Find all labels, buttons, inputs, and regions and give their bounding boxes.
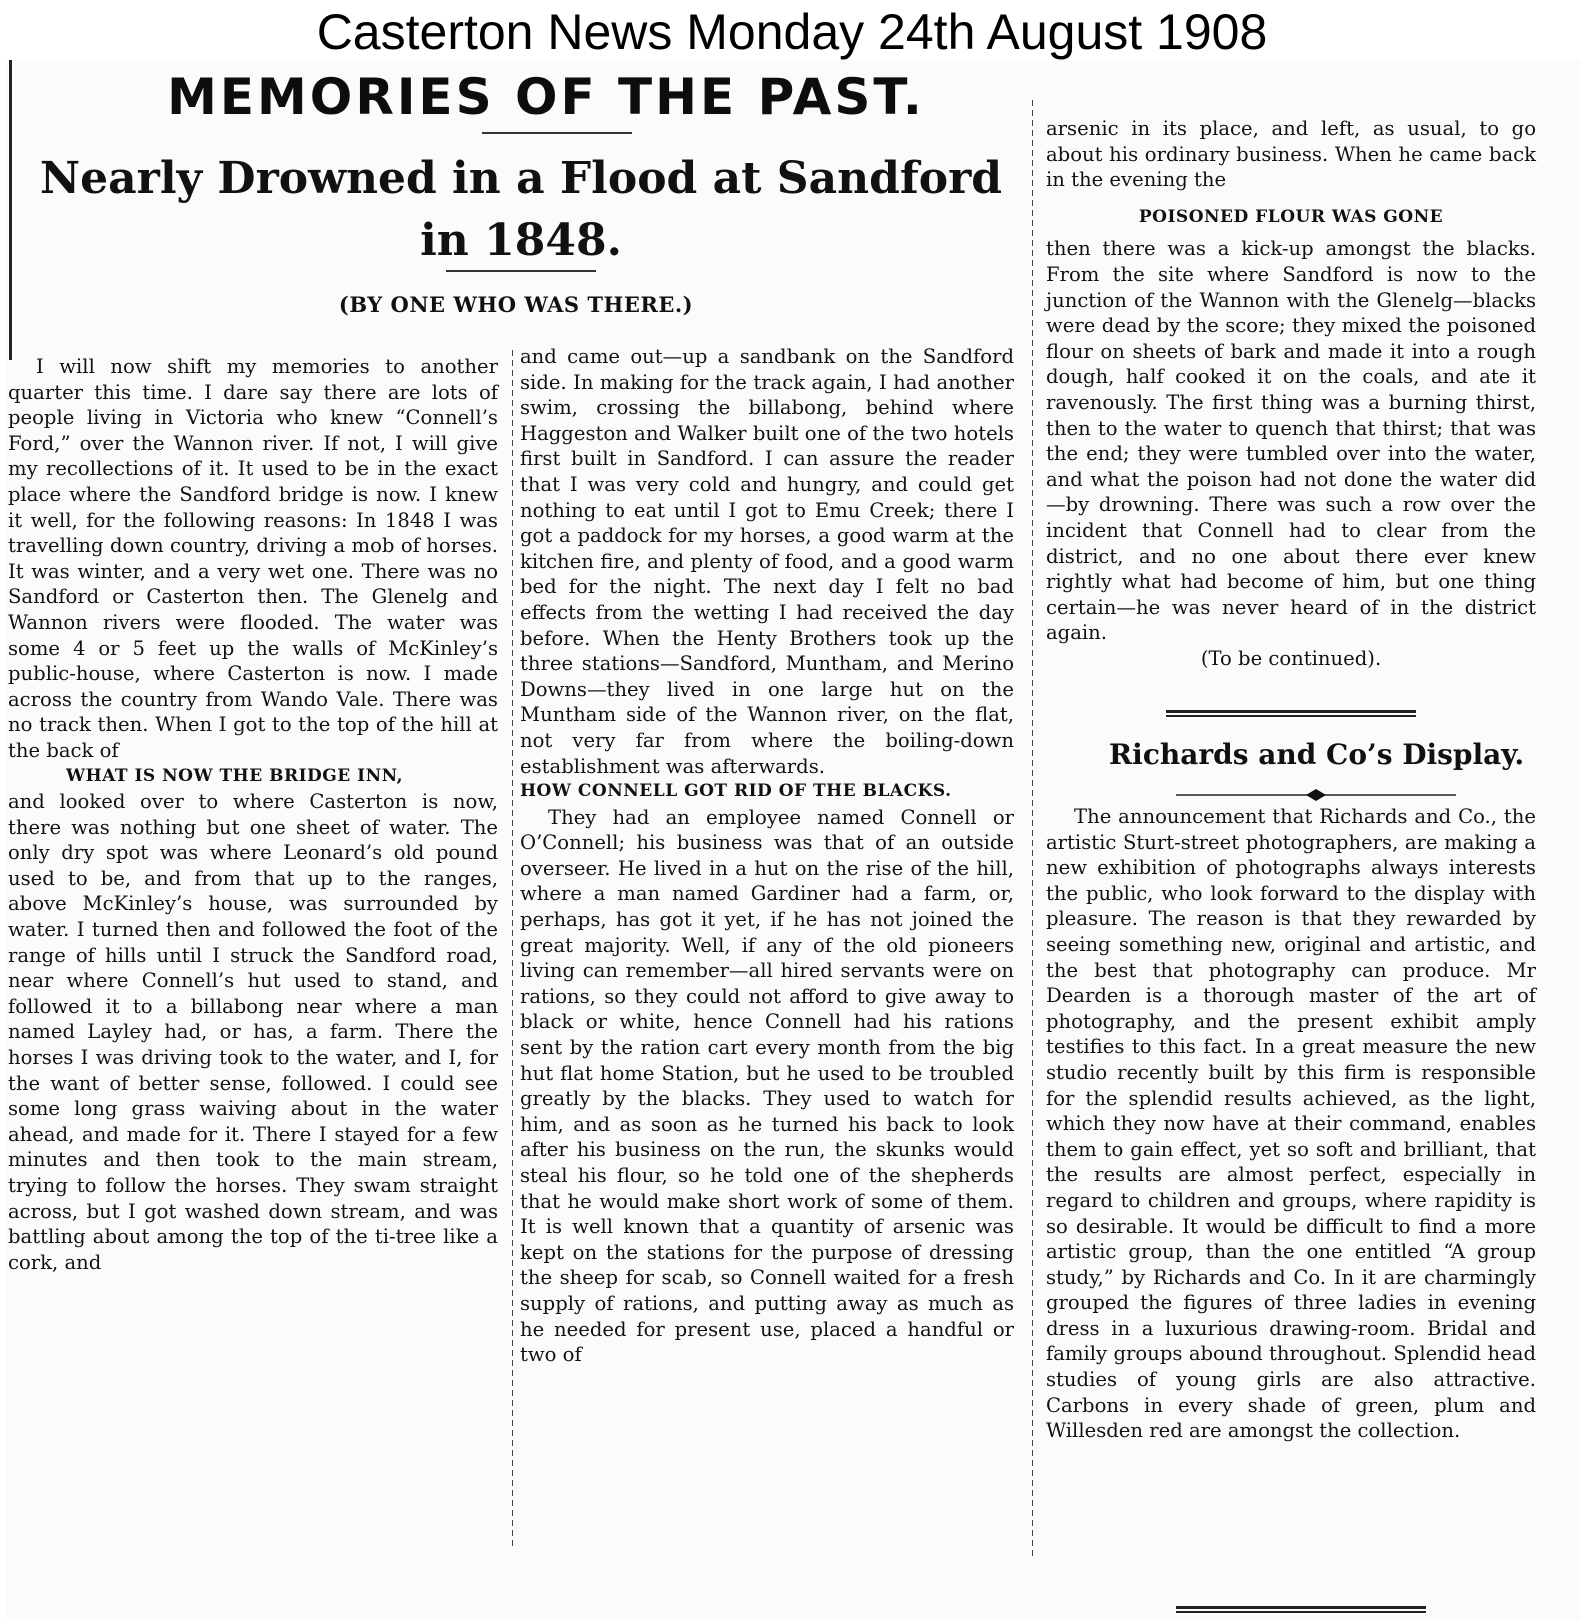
column-1 bbox=[8, 354, 498, 1275]
headline-line-2: in 1848. bbox=[420, 215, 622, 266]
ornament-divider-icon bbox=[1176, 788, 1456, 802]
richards-paragraph: The announcement that Richards and Co., the artistic Sturt-street photographers, are making a new exhibition of photographs always interests the public, who look forward to the display with pleasure. The reason is that they rewarded by seeing something new, original and artistic, and the best that photography can produce. Mr Dearden is a thorough master of the art of photography, and the present exhibit amply testifies to this fact. In a great measure the new studio recently built by this firm is responsible for the splendid results achieved, as the light, which they now have at their command, enables them to gain effect, yet so soft and brilliant, that the results are almost perfect, especially in regard to children and groups, where rapidity is so desirable. It would be difficult to find a more artistic group, than the one entitled “A group study,” by Richards and Co. In it are charmingly grouped the figures of three ladies in evening dress in a luxurious drawing-room. Bridal and family groups abound throughout. Splendid head studies of young girls are also attractive. Carbons in every shade of green, plum and Willesden red are amongst the collection. bbox=[1046, 805, 1536, 1443]
article-headline bbox=[16, 148, 1026, 272]
masthead: MEMORIES OF THE PAST. bbox=[167, 68, 925, 126]
left-border-rule bbox=[9, 60, 12, 360]
headline-line-1: Nearly Drowned in a Flood at Sandford bbox=[39, 153, 1003, 204]
column-2 bbox=[520, 344, 1014, 1368]
bottom-double-rule bbox=[1176, 1606, 1426, 1613]
col3-paragraph-2: then there was a kick-up amongst the blacks. From the site where Sandford is now to the junction of the Wannon with the Glenelg—blacks were dead by the score; they mixed the poisoned flour on sheets of bark and made it into a rough dough, half cooked it on the coals, and ate it ravenously. The first thing was a burning thirst, then to the water to quench that thirst; that was the end; they were tumbled over into the water, and what the poison had not done the water did—by drowning. There was such a row over the incident that Connell had to clear from the district, and no one about there ever knew rightly what had become of him, but one thing certain—he was never heard of in the district again. bbox=[1046, 237, 1536, 645]
col2-paragraph-2: They had an employee named Connell or O’Connell; his business was that of an outside overseer. He lived in a hut on the rise of the hill, where a man named Gardiner had a farm, or, perhaps, has got it yet, if he has not joined the great majority. Well, if any of the old pioneers living can remember—all hired servants were on rations, so they could not afford to give away to black or white, hence Connell had his rations sent by the ration cart every month from the big hut flat home Station, but he used to be troubled greatly by the blacks. They used to watch for him, and as soon as he turned his back to look after his business on the run, the skunks would steal his flour, so he told one of the shepherds that he would make short work of some of them. It is well known that a quantity of arsenic was kept on the stations for the purpose of dressing the sheep for scab, so Connell waited for a fresh supply of rations, and putting away as much as he needed for present use, placed a handful or two of bbox=[520, 805, 1014, 1367]
masthead-rule bbox=[482, 132, 632, 134]
col2-paragraph-1: and came out—up a sandbank on the Sandford side. In making for the track again, I had another swim, crossing the billabong, behind where Haggeston and Walker built one of the two hotels first built in Sandford. I can assure the reader that I was very cold and hungry, and could get nothing to eat until I got to Emu Creek; there I got a paddock for my horses, a good warm at the kitchen fire, and plenty of food, and a good warm bed for the night. The next day I felt no bad effects from the wetting I had received the day before. When the Henty Brothers took up the three stations—Sandford, Muntham, and Merino Downs—they lived in one large hut on the Muntham side of the Wannon river, on the flat, not very far from where the boiling-down establishment was afterwards. bbox=[520, 345, 1014, 778]
col1-paragraph-2: and looked over to where Casterton is now, there was nothing but one sheet of water. The only dry spot was where Leonard’s old pound used to be, and from that up to the ranges, above McKinley’s house, was surrounded by water. I turned then and followed the foot of the range of hills until I struck the Sandford road, near where Connell’s hut used to stand, and followed it to a billabong near where a man named Layley had, or has, a farm. There the horses I was driving took to the water, and I, for the want of better sense, followed. I could see some long grass waiving about in the water ahead, and made for it. There I stayed for a few minutes and then took to the main stream, trying to follow the horses. They swam straight across, but I got washed down stream, and was battling about among the top of the ti-tree like a cork, and bbox=[8, 790, 498, 1274]
col1-subhead: WHAT IS NOW THE BRIDGE INN, bbox=[66, 765, 404, 786]
headline-rule bbox=[446, 270, 596, 272]
column-3 bbox=[1046, 116, 1536, 671]
section-double-rule bbox=[1166, 710, 1416, 717]
col3-paragraph-1: arsenic in its place, and left, as usual, to go about his ordinary business. When he came back in the evening the bbox=[1046, 117, 1536, 192]
col2-subhead: HOW CONNELL GOT RID OF THE BLACKS. bbox=[520, 781, 952, 802]
col3-subhead: POISONED FLOUR WAS GONE bbox=[1138, 206, 1444, 227]
to-be-continued: (To be continued). bbox=[1200, 646, 1382, 670]
byline: (BY ONE WHO WAS THERE.) bbox=[338, 292, 694, 317]
page-caption: Casterton News Monday 24th August 1908 bbox=[316, 4, 1268, 60]
richards-headline: Richards and Co’s Display. bbox=[1108, 738, 1525, 771]
richards-column bbox=[1046, 804, 1536, 1444]
col1-paragraph-1: I will now shift my memories to another quarter this time. I dare say there are lots of people living in Victoria who knew “Connell’s Ford,” over the Wannon river. If not, I will give my recollections of it. It used to be in the exact place where the Sandford bridge is now. I knew it well, for the following reasons: In 1848 I was travelling down country, driving a mob of horses. It was winter, and a very wet one. There was no Sandford or Casterton then. The Glenelg and Wannon rivers were flooded. The water was some 4 or 5 feet up the walls of McKinley’s public-house, where Casterton is now. I made across the country from Wando Vale. There was no track then. When I got to the top of the hill at the back of bbox=[8, 355, 498, 762]
column-divider-2 bbox=[1032, 100, 1033, 1560]
column-divider-1 bbox=[512, 350, 513, 1550]
newspaper-clipping bbox=[6, 60, 1580, 1620]
